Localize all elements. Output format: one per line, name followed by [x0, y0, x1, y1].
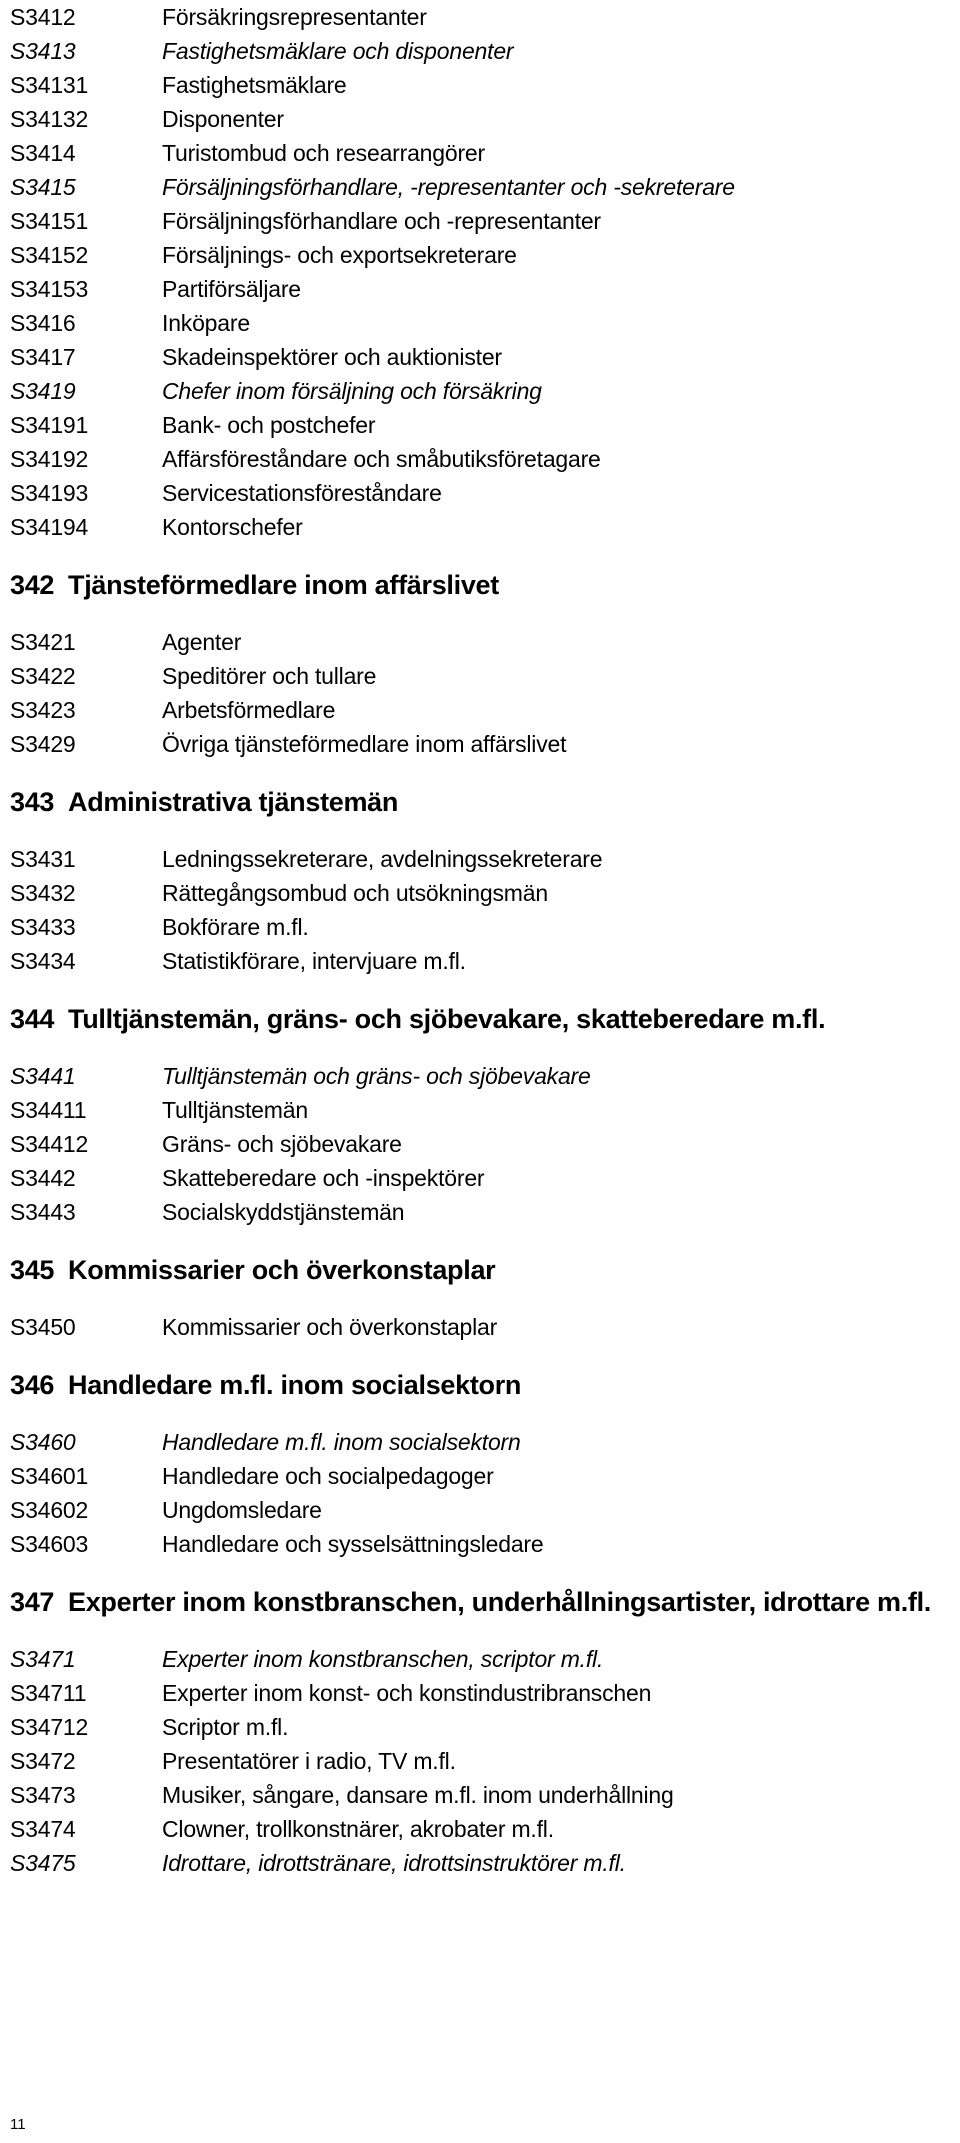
occupation-label: Handledare och socialpedagoger — [162, 1463, 494, 1489]
occupation-label: Scriptor m.fl. — [162, 1714, 289, 1740]
occupation-code: S3419 — [10, 378, 76, 404]
occupation-label: Chefer inom försäljning och försäkring — [162, 378, 542, 404]
occupation-row — [10, 1642, 950, 1676]
occupation-row — [10, 659, 950, 693]
occupation-label: Statistikförare, intervjuare m.fl. — [162, 948, 466, 974]
occupation-label: Inköpare — [162, 310, 250, 336]
occupation-code: S34192 — [10, 446, 89, 472]
occupation-label: Agenter — [162, 629, 242, 655]
occupation-sections — [10, 566, 950, 1880]
occupation-row — [10, 1493, 950, 1527]
occupation-code: S3471 — [10, 1646, 76, 1672]
occupation-row — [10, 1812, 950, 1846]
occupation-code: S3416 — [10, 310, 76, 336]
occupation-code: S3450 — [10, 1314, 76, 1340]
occupation-row — [10, 442, 950, 476]
occupation-label: Arbetsförmedlare — [162, 697, 336, 723]
occupation-row — [10, 1527, 950, 1561]
occupation-row — [10, 842, 950, 876]
occupation-label: Disponenter — [162, 106, 284, 132]
occupation-code: S3474 — [10, 1816, 76, 1842]
occupation-code: S3429 — [10, 731, 76, 757]
occupation-label: Fastighetsmäklare — [162, 72, 347, 98]
occupation-row — [10, 876, 950, 910]
occupation-code: S34153 — [10, 276, 89, 302]
occupation-label: Presentatörer i radio, TV m.fl. — [162, 1748, 456, 1774]
occupation-code: S3414 — [10, 140, 76, 166]
occupation-label: Affärsföreståndare och småbutiksföretagare — [162, 446, 601, 472]
occupation-row — [10, 0, 950, 34]
occupation-code: S3423 — [10, 697, 76, 723]
occupation-row — [10, 170, 950, 204]
occupation-code: S3431 — [10, 846, 76, 872]
page-number: 11 — [10, 2116, 26, 2133]
occupation-row — [10, 1059, 950, 1093]
occupation-label: Rättegångsombud och utsökningsmän — [162, 880, 548, 906]
occupation-label: Fastighetsmäklare och disponenter — [162, 38, 514, 64]
occupation-row — [10, 34, 950, 68]
occupation-code: S3442 — [10, 1165, 76, 1191]
section-number: 347 — [10, 1587, 55, 1617]
occupation-code: S3473 — [10, 1782, 76, 1808]
occupation-label: Gräns- och sjöbevakare — [162, 1131, 402, 1157]
occupation-row — [10, 693, 950, 727]
occupation-label: Skadeinspektörer och auktionister — [162, 344, 502, 370]
occupation-code: S3421 — [10, 629, 76, 655]
occupation-label: Skatteberedare och -inspektörer — [162, 1165, 485, 1191]
section-heading — [10, 1366, 950, 1404]
occupation-label: Speditörer och tullare — [162, 663, 377, 689]
occupation-label: Ledningssekreterare, avdelningssekreterare — [162, 846, 603, 872]
occupation-row — [10, 1127, 950, 1161]
occupation-label: Försäljningsförhandlare, -representanter och -sekreterare — [162, 174, 735, 200]
occupation-row — [10, 476, 950, 510]
occupation-row — [10, 408, 950, 442]
occupation-row — [10, 625, 950, 659]
occupation-label: Försäljningsförhandlare och -representanter — [162, 208, 601, 234]
section-heading — [10, 1583, 950, 1621]
occupation-label: Kommissarier och överkonstaplar — [162, 1314, 498, 1340]
occupation-label: Idrottare, idrottstränare, idrottsinstruktörer m.fl. — [162, 1850, 626, 1876]
occupation-row — [10, 1676, 950, 1710]
occupation-section — [10, 1251, 950, 1344]
occupation-code: S34601 — [10, 1463, 89, 1489]
occupation-row — [10, 1195, 950, 1229]
section-heading — [10, 566, 950, 604]
occupation-row — [10, 1459, 950, 1493]
occupation-row — [10, 1310, 950, 1344]
occupation-label: Tulltjänstemän och gräns- och sjöbevakare — [162, 1063, 591, 1089]
occupation-label: Handledare och sysselsättningsledare — [162, 1531, 544, 1557]
occupation-label: Bokförare m.fl. — [162, 914, 309, 940]
occupation-code: S3417 — [10, 344, 76, 370]
occupation-row — [10, 727, 950, 761]
occupation-section — [10, 1000, 950, 1229]
occupation-code: S34151 — [10, 208, 89, 234]
occupation-code: S3422 — [10, 663, 76, 689]
occupation-code: S3441 — [10, 1063, 76, 1089]
occupation-code: S34711 — [10, 1680, 87, 1706]
occupation-row — [10, 374, 950, 408]
occupation-label: Övriga tjänsteförmedlare inom affärslivet — [162, 731, 567, 757]
occupation-row — [10, 944, 950, 978]
occupation-row — [10, 1744, 950, 1778]
occupation-code: S34412 — [10, 1131, 89, 1157]
occupation-code: S3475 — [10, 1850, 76, 1876]
occupation-label: Handledare m.fl. inom socialsektorn — [162, 1429, 521, 1455]
occupation-row — [10, 238, 950, 272]
occupation-label: Partiförsäljare — [162, 276, 301, 302]
occupation-row — [10, 272, 950, 306]
occupation-row — [10, 204, 950, 238]
occupation-code: S34152 — [10, 242, 89, 268]
occupation-row — [10, 136, 950, 170]
occupation-row — [10, 910, 950, 944]
section-title: Tjänsteförmedlare inom affärslivet — [68, 570, 499, 600]
occupation-row — [10, 1710, 950, 1744]
occupation-row — [10, 1846, 950, 1880]
occupation-code: S34194 — [10, 514, 89, 540]
occupation-list-continued — [10, 0, 950, 544]
occupation-label: Experter inom konstbranschen, scriptor m.fl. — [162, 1646, 604, 1672]
occupation-code: S34131 — [10, 72, 89, 98]
section-title: Administrativa tjänstemän — [68, 787, 399, 817]
occupation-code: S3415 — [10, 174, 76, 200]
occupation-code: S34602 — [10, 1497, 89, 1523]
occupation-row — [10, 102, 950, 136]
occupation-code: S34712 — [10, 1714, 89, 1740]
occupation-row — [10, 340, 950, 374]
occupation-code: S3472 — [10, 1748, 76, 1774]
occupation-code: S3443 — [10, 1199, 76, 1225]
document-page — [10, 0, 950, 1880]
occupation-code: S3413 — [10, 38, 76, 64]
occupation-row — [10, 1093, 950, 1127]
occupation-label: Experter inom konst- och konstindustribranschen — [162, 1680, 652, 1706]
section-heading — [10, 1000, 950, 1038]
occupation-label: Försäkringsrepresentanter — [162, 4, 427, 30]
section-number: 346 — [10, 1370, 55, 1400]
occupation-code: S34411 — [10, 1097, 87, 1123]
occupation-label: Turistombud och researrangörer — [162, 140, 485, 166]
section-title: Handledare m.fl. inom socialsektorn — [68, 1370, 522, 1400]
section-number: 344 — [10, 1004, 55, 1034]
section-heading — [10, 783, 950, 821]
section-number: 343 — [10, 787, 55, 817]
occupation-code: S3434 — [10, 948, 76, 974]
occupation-label: Försäljnings- och exportsekreterare — [162, 242, 517, 268]
section-title: Tulltjänstemän, gräns- och sjöbevakare, skatteberedare m.fl. — [68, 1004, 826, 1034]
occupation-label: Tulltjänstemän — [162, 1097, 308, 1123]
occupation-code: S34191 — [10, 412, 89, 438]
occupation-label: Clowner, trollkonstnärer, akrobater m.fl. — [162, 1816, 554, 1842]
section-heading — [10, 1251, 950, 1289]
occupation-row — [10, 510, 950, 544]
occupation-code: S3433 — [10, 914, 76, 940]
occupation-section — [10, 783, 950, 978]
occupation-label: Kontorschefer — [162, 514, 303, 540]
occupation-section — [10, 1583, 950, 1880]
occupation-label: Bank- och postchefer — [162, 412, 376, 438]
section-title: Experter inom konstbranschen, underhållningsartister, idrottare m.fl. — [68, 1587, 931, 1617]
occupation-row — [10, 1778, 950, 1812]
occupation-code: S34603 — [10, 1531, 89, 1557]
occupation-label: Musiker, sångare, dansare m.fl. inom underhållning — [162, 1782, 674, 1808]
section-number: 342 — [10, 570, 55, 600]
occupation-label: Socialskyddstjänstemän — [162, 1199, 405, 1225]
occupation-code: S34132 — [10, 106, 89, 132]
occupation-section — [10, 566, 950, 761]
occupation-code: S34193 — [10, 480, 89, 506]
occupation-code: S3412 — [10, 4, 76, 30]
occupation-row — [10, 68, 950, 102]
occupation-label: Ungdomsledare — [162, 1497, 322, 1523]
section-title: Kommissarier och överkonstaplar — [68, 1255, 496, 1285]
occupation-row — [10, 1425, 950, 1459]
occupation-section — [10, 1366, 950, 1561]
occupation-code: S3432 — [10, 880, 76, 906]
section-number: 345 — [10, 1255, 55, 1285]
occupation-row — [10, 306, 950, 340]
occupation-label: Servicestationsföreståndare — [162, 480, 442, 506]
occupation-code: S3460 — [10, 1429, 76, 1455]
occupation-row — [10, 1161, 950, 1195]
